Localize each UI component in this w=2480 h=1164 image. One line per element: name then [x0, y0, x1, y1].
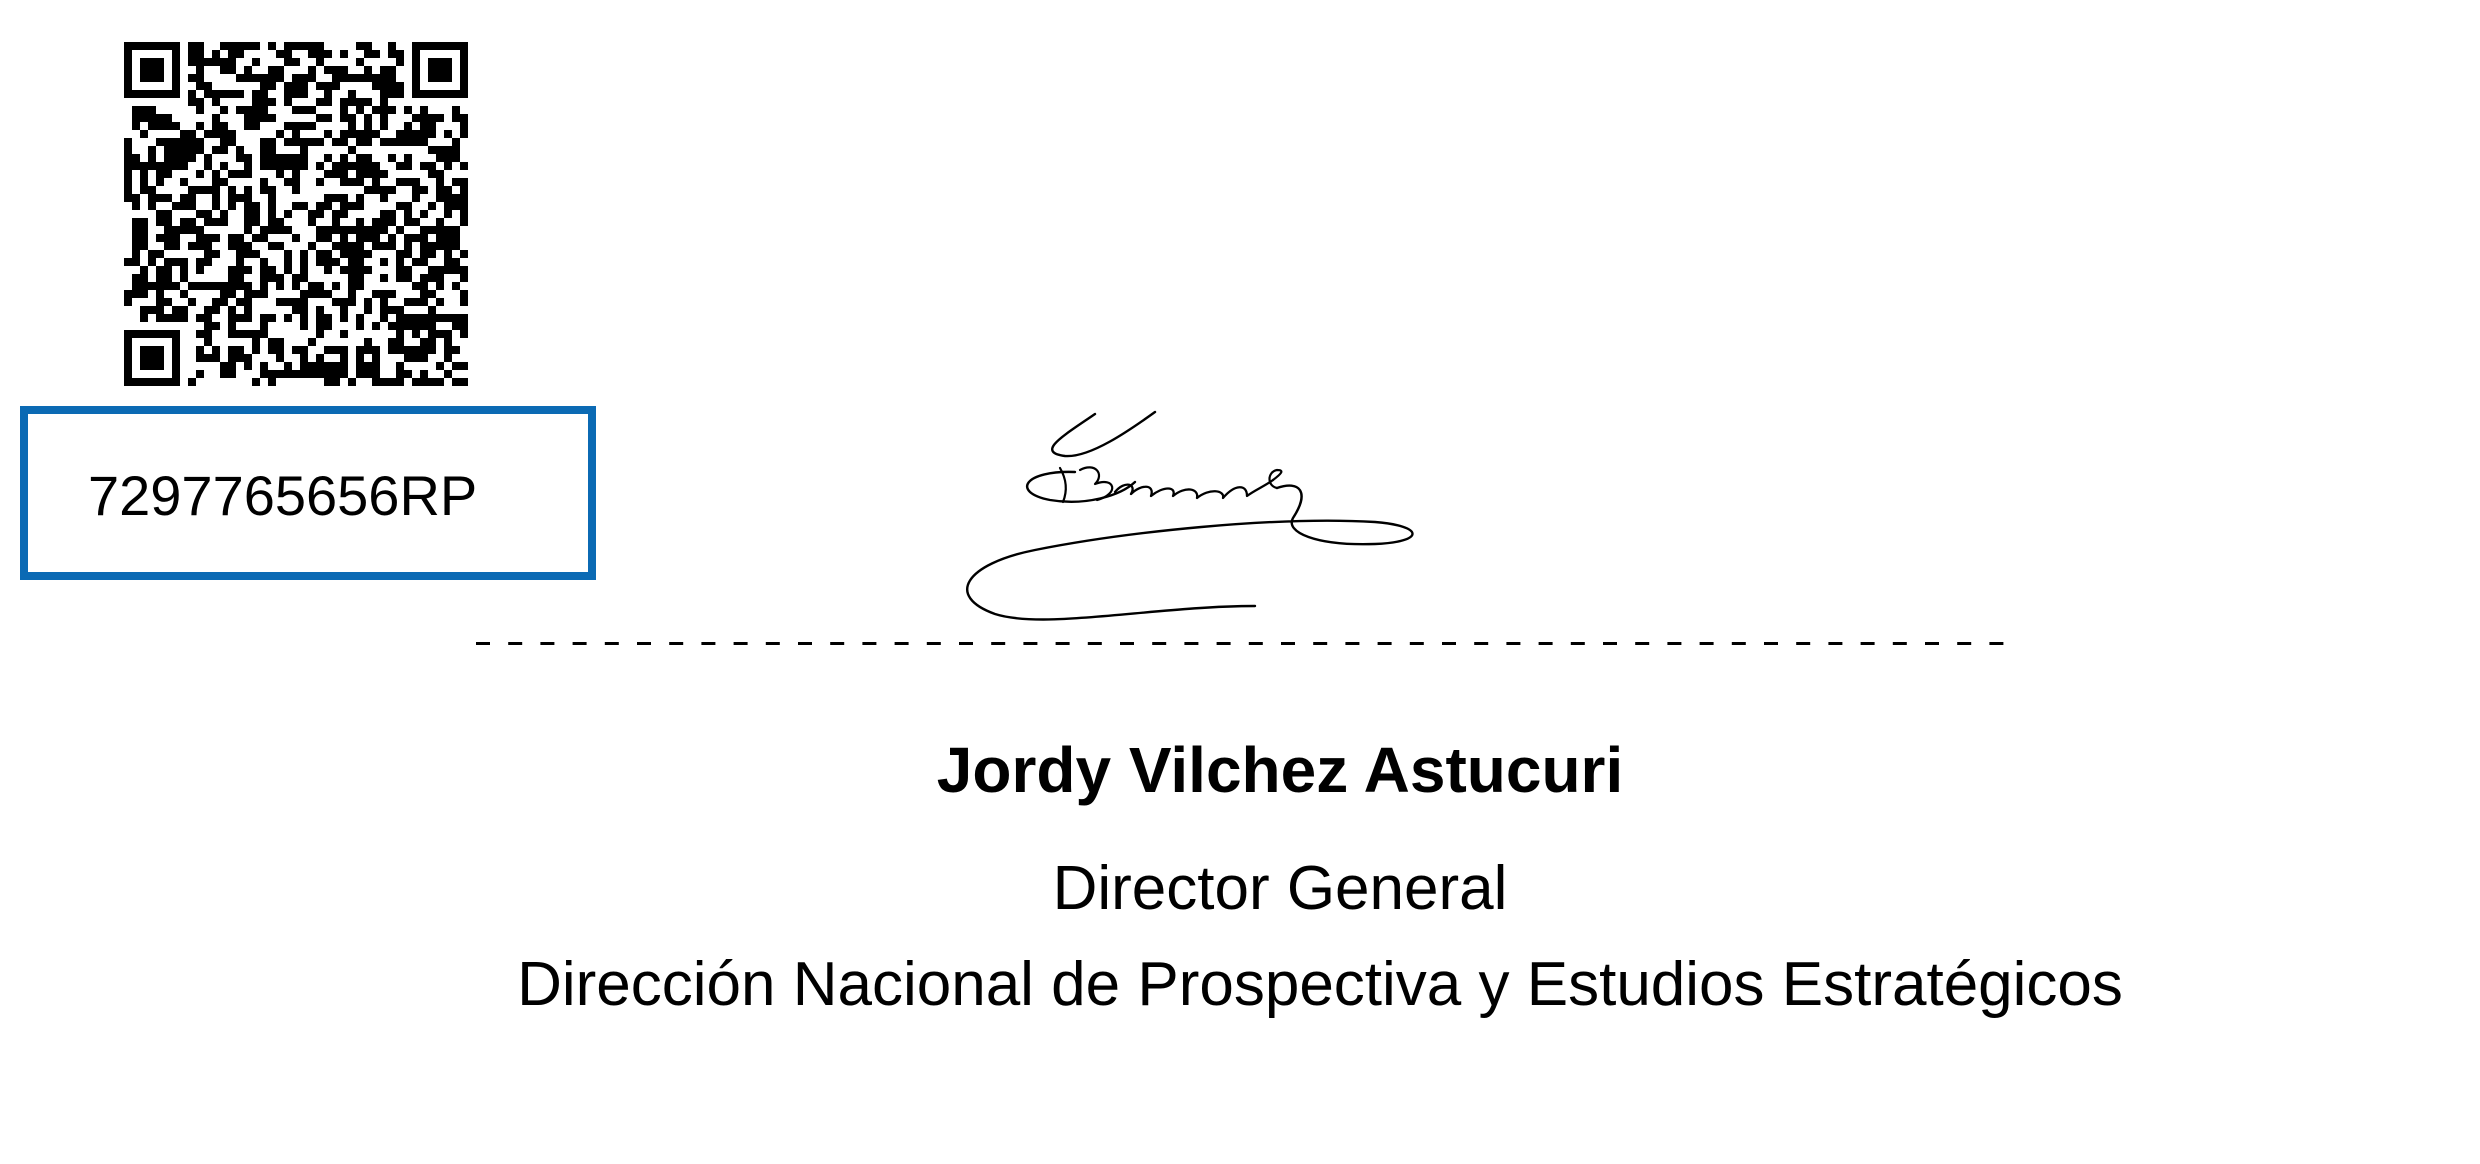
verification-code-box [20, 406, 596, 580]
signature-line [476, 640, 2020, 648]
signatory-department: Dirección Nacional de Prospectiva y Estudios Estratégicos [517, 950, 2123, 1019]
qr-code-icon [124, 42, 468, 386]
signatory-name: Jordy Vilchez Astucuri [936, 734, 1624, 806]
verification-code: 7297765656RP [88, 464, 478, 527]
handwritten-signature-icon [955, 400, 1535, 640]
signatory-title: Director General [1052, 854, 1508, 923]
